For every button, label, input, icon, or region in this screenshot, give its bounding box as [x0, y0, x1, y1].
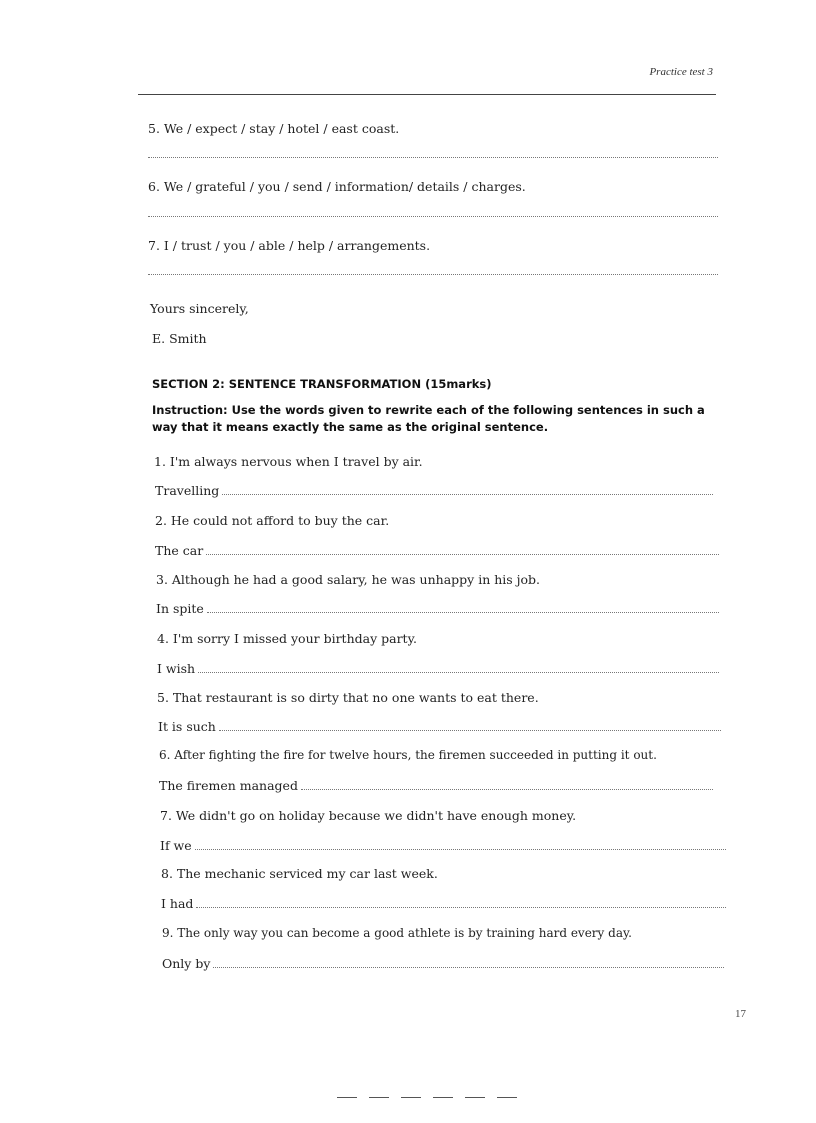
rewrite-line[interactable] [156, 601, 719, 616]
header-rule [138, 94, 716, 95]
rewrite-line[interactable] [158, 719, 721, 734]
rewrite-line[interactable] [157, 661, 719, 676]
original-sentence: 8. The mechanic serviced my car last week. [161, 866, 438, 881]
letter-signature: E. Smith [152, 331, 207, 346]
answer-line[interactable] [148, 216, 718, 217]
original-sentence: 5. That restaurant is so dirty that no one wants to eat there. [157, 690, 539, 705]
original-sentence: 2. He could not afford to buy the car. [155, 513, 390, 528]
rewrite-prefix: I wish [157, 661, 196, 676]
rewrite-prefix: Travelling [155, 483, 220, 498]
rewrite-prefix: Only by [162, 956, 211, 971]
letter-prompt: 5. We / expect / stay / hotel / east coast. [148, 121, 400, 136]
page-number: 17 [735, 1008, 746, 1020]
letter-salutation: Yours sincerely, [150, 301, 249, 316]
answer-dots[interactable] [195, 849, 726, 850]
answer-dots[interactable] [213, 967, 724, 968]
answer-line[interactable] [148, 157, 718, 158]
rewrite-line[interactable] [160, 838, 726, 853]
original-sentence: 4. I'm sorry I missed your birthday party. [157, 631, 417, 646]
footer-dashes [337, 1097, 517, 1098]
rewrite-line[interactable] [155, 483, 713, 498]
letter-prompt: 7. I / trust / you / able / help / arrangements. [148, 238, 431, 253]
rewrite-prefix: The firemen managed [159, 778, 298, 793]
answer-dots[interactable] [219, 730, 721, 731]
rewrite-prefix: It is such [158, 719, 216, 734]
rewrite-prefix: The car [155, 543, 204, 558]
answer-dots[interactable] [206, 554, 719, 555]
rewrite-line[interactable] [155, 543, 719, 558]
answer-line[interactable] [148, 274, 718, 275]
answer-dots[interactable] [222, 494, 713, 495]
rewrite-line[interactable] [161, 896, 726, 911]
section-title: SECTION 2: SENTENCE TRANSFORMATION (15marks) [152, 377, 492, 391]
rewrite-prefix: In spite [156, 601, 204, 616]
original-sentence: 7. We didn't go on holiday because we didn't have enough money. [160, 808, 577, 823]
answer-dots[interactable] [301, 789, 713, 790]
letter-prompt: 6. We / grateful / you / send / information/ details / charges. [148, 179, 526, 194]
answer-dots[interactable] [198, 672, 719, 673]
rewrite-prefix: If we [160, 838, 192, 853]
section-instruction: Instruction: Use the words given to rewrite each of the following sentences in such a way that it means exactly the same as the original sentence. [152, 403, 705, 434]
original-sentence: 1. I'm always nervous when I travel by air. [154, 454, 423, 469]
rewrite-line[interactable] [159, 778, 713, 793]
rewrite-line[interactable] [162, 956, 724, 971]
rewrite-prefix: I had [161, 896, 194, 911]
original-sentence: 9. The only way you can become a good athlete is by training hard every day. [162, 926, 632, 940]
running-header: Practice test 3 [649, 66, 713, 78]
original-sentence: 6. After fighting the fire for twelve hours, the firemen succeeded in putting it out. [159, 748, 657, 762]
answer-dots[interactable] [207, 612, 719, 613]
original-sentence: 3. Although he had a good salary, he was unhappy in his job. [156, 572, 541, 587]
answer-dots[interactable] [196, 907, 726, 908]
